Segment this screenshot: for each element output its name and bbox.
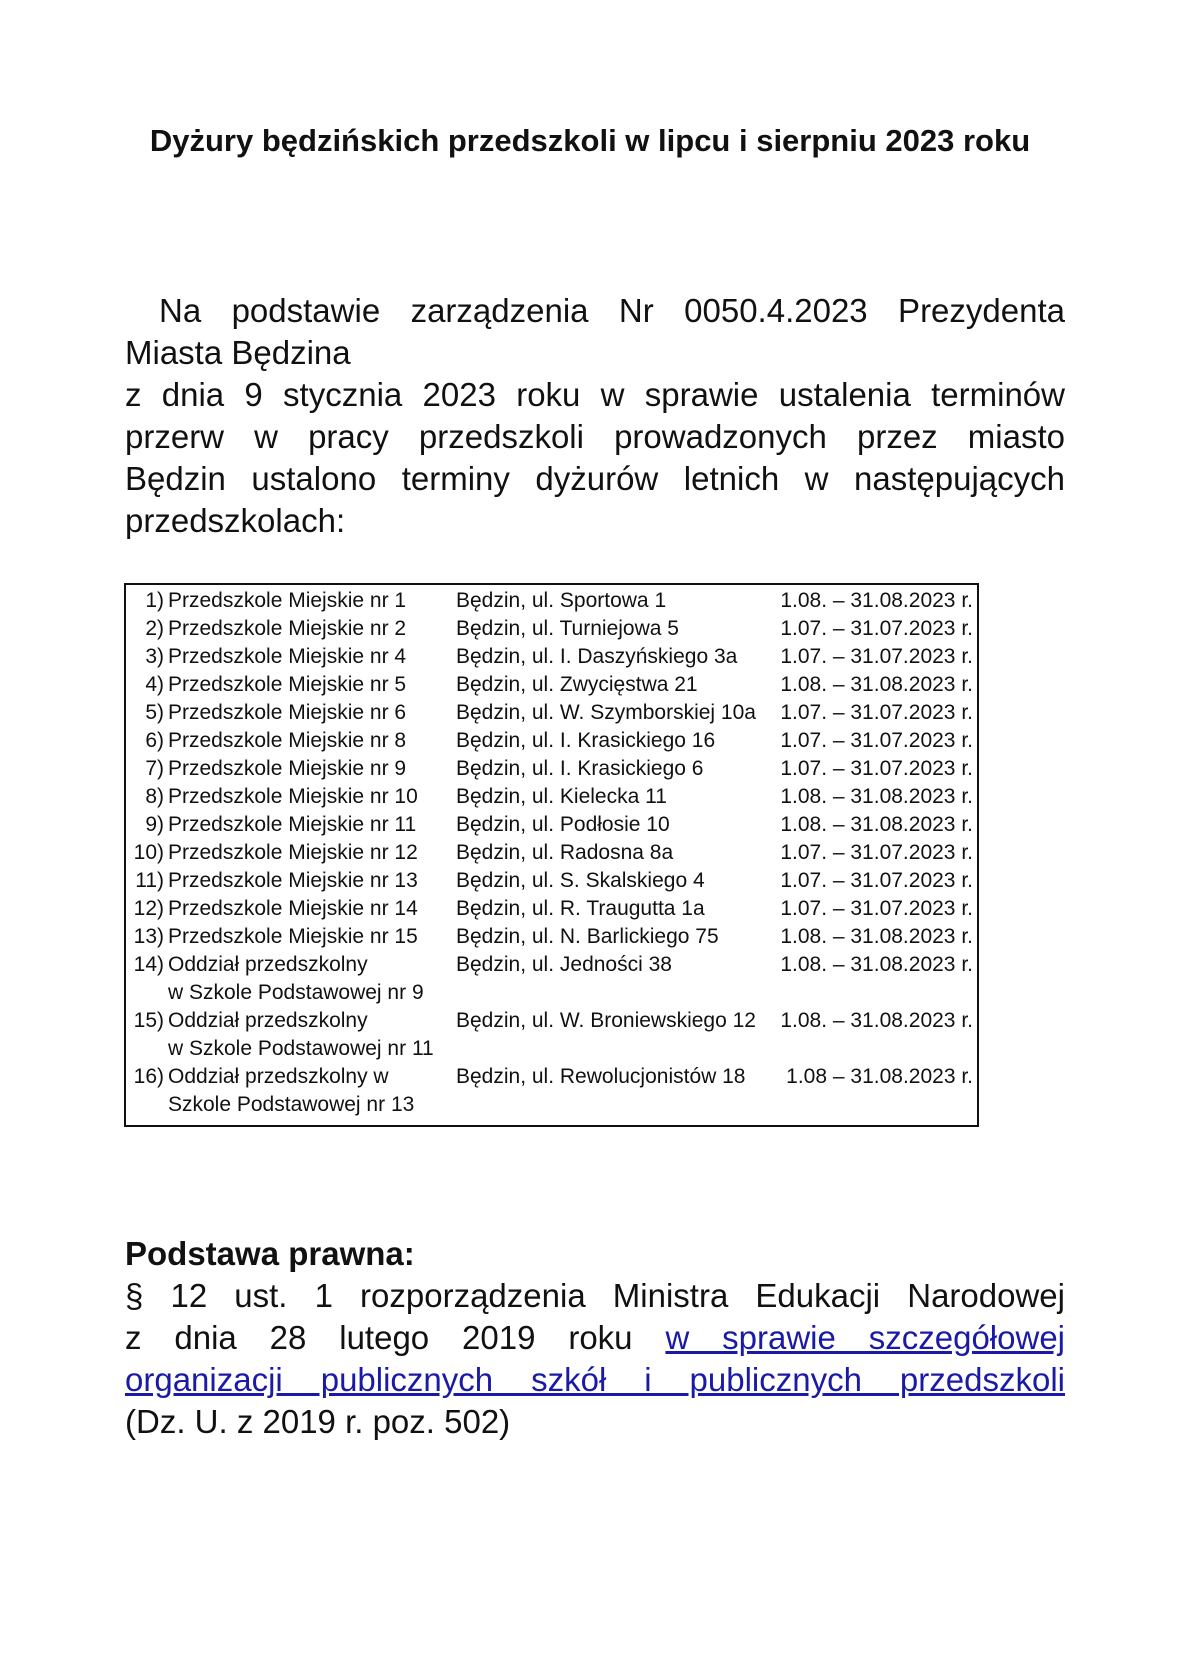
table-row bbox=[125, 643, 978, 671]
intro-line: Na podstawie zarządzenia Nr 0050.4.2023 Prezydenta bbox=[159, 292, 1065, 329]
kindergarten-address: Będzin, ul. Kielecka 11 bbox=[456, 785, 667, 808]
kindergarten-name bbox=[164, 1007, 456, 1063]
legal-line bbox=[125, 1317, 1065, 1359]
table-row bbox=[125, 671, 978, 699]
row-number: 3) bbox=[145, 645, 164, 668]
row-number: 11) bbox=[135, 869, 164, 892]
kindergarten-name bbox=[164, 584, 456, 615]
intro-line: z dnia 9 stycznia 2023 roku w sprawie ustalenia terminów bbox=[125, 376, 1065, 413]
kindergarten-address: Będzin, ul. Zwycięstwa 21 bbox=[456, 673, 698, 696]
row-number: 4) bbox=[145, 673, 164, 696]
kindergarten-address: Będzin, ul. Radosna 8a bbox=[456, 841, 674, 864]
page-title: Dyżury będzińskich przedszkoli w lipcu i sierpniu 2023 roku bbox=[149, 123, 1031, 158]
intro-line: przerw w pracy przedszkoli prowadzonych przez miasto bbox=[125, 418, 1065, 455]
legal-line: § 12 ust. 1 rozporządzenia Ministra Edukacji Narodowej bbox=[125, 1277, 1065, 1314]
kindergarten-address: Będzin, ul. Podłosie 10 bbox=[456, 813, 670, 836]
kindergarten-name-line: Przedszkole Miejskie nr 13 bbox=[168, 869, 418, 892]
kindergarten-address: Będzin, ul. S. Skalskiego 4 bbox=[456, 869, 705, 892]
table-row bbox=[125, 951, 978, 1007]
duty-period: 1.07. – 31.07.2023 r. bbox=[780, 841, 973, 864]
row-number: 16) bbox=[133, 1065, 164, 1088]
table-body bbox=[125, 584, 978, 1126]
duty-period: 1.07. – 31.07.2023 r. bbox=[780, 645, 973, 668]
duty-period: 1.08. – 31.08.2023 r. bbox=[780, 785, 973, 808]
kindergarten-address: Będzin, ul. W. Broniewskiego 12 bbox=[456, 1009, 756, 1032]
duty-period: 1.07. – 31.07.2023 r. bbox=[780, 701, 973, 724]
row-number: 2) bbox=[145, 617, 164, 640]
kindergarten-name bbox=[164, 727, 456, 755]
kindergarten-name bbox=[164, 783, 456, 811]
kindergarten-name bbox=[164, 867, 456, 895]
duty-period: 1.08. – 31.08.2023 r. bbox=[780, 813, 973, 836]
kindergarten-address: Będzin, ul. W. Szymborskiej 10a bbox=[456, 701, 756, 724]
kindergarten-address: Będzin, ul. N. Barlickiego 75 bbox=[456, 925, 719, 948]
table-row bbox=[125, 1007, 978, 1063]
kindergarten-name bbox=[164, 811, 456, 839]
table-row bbox=[125, 895, 978, 923]
kindergarten-name-line: Przedszkole Miejskie nr 11 bbox=[168, 813, 417, 836]
row-number: 10) bbox=[133, 841, 164, 864]
kindergarten-name-line: w Szkole Podstawowej nr 11 bbox=[168, 1037, 434, 1060]
kindergarten-duty-table bbox=[124, 583, 979, 1127]
duty-period: 1.07. – 31.07.2023 r. bbox=[780, 617, 973, 640]
row-number: 15) bbox=[133, 1009, 164, 1032]
duty-period: 1.07. – 31.07.2023 r. bbox=[780, 869, 973, 892]
kindergarten-name-line: w Szkole Podstawowej nr 9 bbox=[168, 981, 424, 1004]
table-row bbox=[125, 755, 978, 783]
row-number: 1) bbox=[145, 589, 164, 612]
kindergarten-name bbox=[164, 951, 456, 1007]
kindergarten-name-line: Przedszkole Miejskie nr 4 bbox=[168, 645, 407, 668]
kindergarten-name-line: Przedszkole Miejskie nr 9 bbox=[168, 757, 407, 780]
kindergarten-name bbox=[164, 1063, 456, 1126]
table-row bbox=[125, 811, 978, 839]
duty-period: 1.08. – 31.08.2023 r. bbox=[780, 925, 973, 948]
table-row bbox=[125, 867, 978, 895]
kindergarten-name bbox=[164, 643, 456, 671]
table-row bbox=[125, 783, 978, 811]
row-number: 9) bbox=[145, 813, 164, 836]
legal-basis-text bbox=[125, 1275, 1065, 1443]
row-number: 8) bbox=[145, 785, 164, 808]
kindergarten-name-line: Szkole Podstawowej nr 13 bbox=[168, 1093, 415, 1116]
kindergarten-address: Będzin, ul. Rewolucjonistów 18 bbox=[456, 1065, 746, 1088]
duty-period: 1.07. – 31.07.2023 r. bbox=[780, 897, 973, 920]
kindergarten-name-line: Przedszkole Miejskie nr 2 bbox=[168, 617, 407, 640]
duty-period: 1.08 – 31.08.2023 r. bbox=[786, 1065, 973, 1088]
kindergarten-name-line: Przedszkole Miejskie nr 5 bbox=[168, 673, 407, 696]
intro-paragraph bbox=[125, 290, 1065, 542]
kindergarten-name bbox=[164, 755, 456, 783]
kindergarten-name-line: Przedszkole Miejskie nr 1 bbox=[168, 589, 407, 612]
kindergarten-name-line: Oddział przedszkolny w bbox=[168, 1065, 389, 1088]
kindergarten-address: Będzin, ul. I. Krasickiego 6 bbox=[456, 757, 704, 780]
kindergarten-address: Będzin, ul. Jedności 38 bbox=[456, 953, 672, 976]
intro-line: Miasta Będzina bbox=[125, 334, 351, 371]
table-row bbox=[125, 615, 978, 643]
kindergarten-name-line: Oddział przedszkolny bbox=[168, 953, 368, 976]
kindergarten-address: Będzin, ul. R. Traugutta 1a bbox=[456, 897, 705, 920]
row-number: 14) bbox=[133, 953, 164, 976]
legal-line bbox=[125, 1359, 1065, 1401]
kindergarten-name-line: Oddział przedszkolny bbox=[168, 1009, 368, 1032]
table-row bbox=[125, 727, 978, 755]
legal-basis-heading: Podstawa prawna: bbox=[125, 1235, 415, 1272]
regulation-link[interactable]: w sprawie szczegółowej bbox=[665, 1319, 1066, 1356]
kindergarten-name-line: Przedszkole Miejskie nr 10 bbox=[168, 785, 418, 808]
kindergarten-name bbox=[164, 923, 456, 951]
row-number: 12) bbox=[133, 897, 164, 920]
kindergarten-name-line: Przedszkole Miejskie nr 8 bbox=[168, 729, 407, 752]
kindergarten-address: Będzin, ul. I. Krasickiego 16 bbox=[456, 729, 716, 752]
table-row bbox=[125, 584, 978, 615]
table-row bbox=[125, 699, 978, 727]
kindergarten-name bbox=[164, 839, 456, 867]
duty-period: 1.08. – 31.08.2023 r. bbox=[780, 953, 973, 976]
kindergarten-name bbox=[164, 699, 456, 727]
kindergarten-name-line: Przedszkole Miejskie nr 12 bbox=[168, 841, 418, 864]
kindergarten-name bbox=[164, 615, 456, 643]
kindergarten-address: Będzin, ul. Turniejowa 5 bbox=[456, 617, 679, 640]
kindergarten-address: Będzin, ul. I. Daszyńskiego 3a bbox=[456, 645, 738, 668]
table-row bbox=[125, 839, 978, 867]
kindergarten-name bbox=[164, 671, 456, 699]
legal-citation: (Dz. U. z 2019 r. poz. 502) bbox=[125, 1403, 511, 1440]
kindergarten-name-line: Przedszkole Miejskie nr 14 bbox=[168, 897, 418, 920]
intro-line: Będzin ustalono terminy dyżurów letnich w następujących bbox=[125, 460, 1065, 497]
table-row bbox=[125, 1063, 978, 1126]
row-number: 6) bbox=[145, 729, 164, 752]
row-number: 7) bbox=[145, 757, 164, 780]
intro-line: przedszkolach: bbox=[125, 502, 346, 539]
duty-period: 1.08. – 31.08.2023 r. bbox=[780, 673, 973, 696]
row-number: 13) bbox=[133, 925, 164, 948]
duty-period: 1.07. – 31.07.2023 r. bbox=[780, 729, 973, 752]
kindergarten-name-line: Przedszkole Miejskie nr 6 bbox=[168, 701, 407, 724]
kindergarten-name-line: Przedszkole Miejskie nr 15 bbox=[168, 925, 418, 948]
legal-line-prefix: z dnia 28 lutego 2019 roku bbox=[125, 1319, 633, 1356]
row-number: 5) bbox=[145, 701, 164, 724]
table-row bbox=[125, 923, 978, 951]
duty-period: 1.08. – 31.08.2023 r. bbox=[780, 589, 973, 612]
kindergarten-name bbox=[164, 895, 456, 923]
regulation-link-continued[interactable]: organizacji publicznych szkół i publicznych przedszkoli bbox=[125, 1361, 1065, 1398]
kindergarten-address: Będzin, ul. Sportowa 1 bbox=[456, 589, 667, 612]
duty-period: 1.07. – 31.07.2023 r. bbox=[780, 757, 973, 780]
duty-period: 1.08. – 31.08.2023 r. bbox=[780, 1009, 973, 1032]
